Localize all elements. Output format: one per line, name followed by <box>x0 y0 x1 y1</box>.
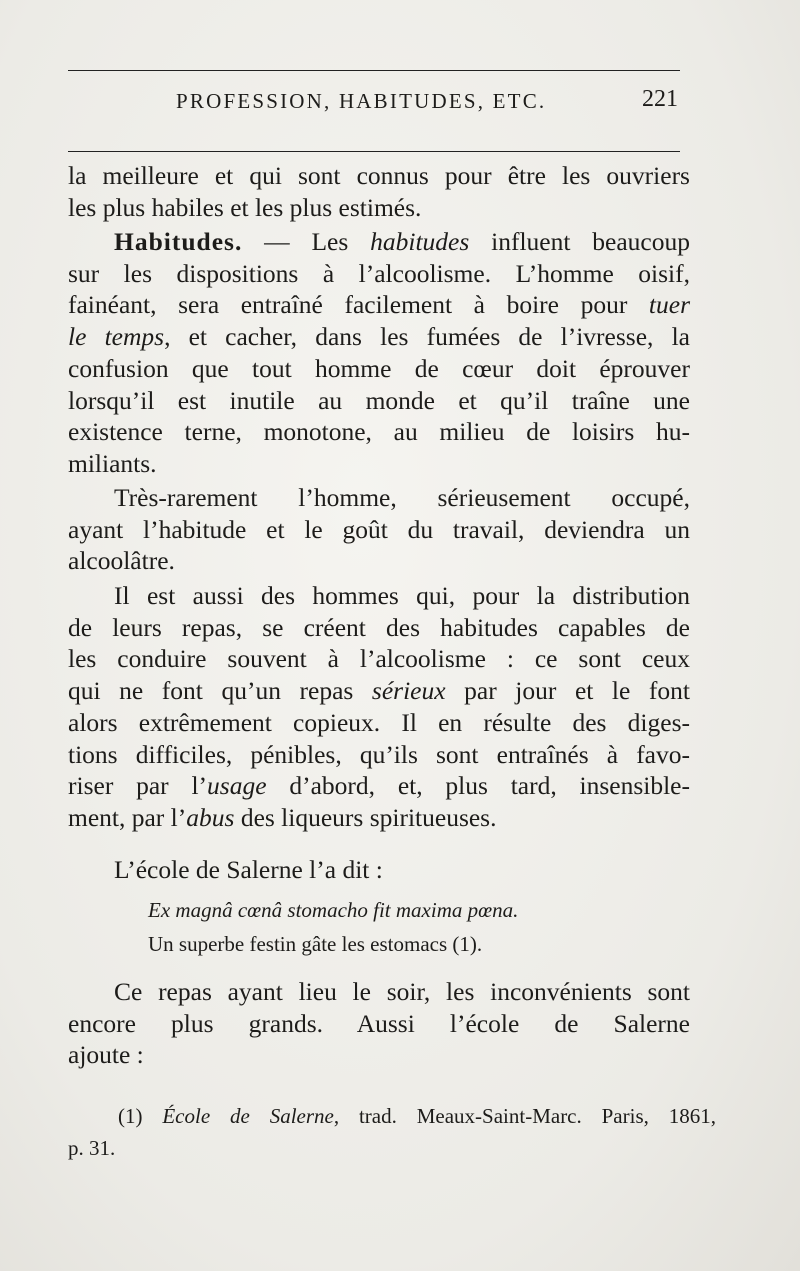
footnote-line: p. 31. <box>68 1136 116 1160</box>
header-bottom-rule <box>68 151 680 152</box>
text-line: alors extrêmement copieux. Il en résulte des diges- <box>68 707 690 737</box>
french-verse: Un superbe festin gâte les estomacs (1). <box>148 932 483 956</box>
header-top-rule <box>68 70 680 71</box>
text-line: encore plus grands. Aussi l’école de Salerne <box>68 1008 690 1038</box>
paragraph <box>68 976 690 1071</box>
text-line: riser par l’usage d’abord, et, plus tard, insensible- <box>68 771 690 801</box>
text-line: alcoolâtre. <box>68 546 175 576</box>
text-line: L’école de Salerne l’a dit : <box>114 855 383 884</box>
text-line: qui ne font qu’un repas sérieux par jour et le font <box>68 676 690 706</box>
paragraph-habitudes <box>68 226 690 480</box>
text-line: existence terne, monotone, au milieu de loisirs hu- <box>68 417 690 447</box>
paragraph <box>68 854 690 886</box>
section-heading: Habitudes. <box>114 227 243 256</box>
running-head: PROFESSION, HABITUDES, ETC. <box>176 89 547 113</box>
page-number: 221 <box>642 86 678 112</box>
text-line: confusion que tout homme de cœur doit éprouver <box>68 353 690 383</box>
footnote-line: (1) École de Salerne, trad. Meaux-Saint-Marc. Paris, 1861, <box>118 1104 716 1128</box>
text-line: les plus habiles et les plus estimés. <box>68 192 422 222</box>
text-line: la meilleure et qui sont connus pour être les ouvriers <box>68 161 690 190</box>
text-line: ment, par l’abus des liqueurs spiritueuses. <box>68 802 497 832</box>
text-line: ayant l’habitude et le goût du travail, deviendra un <box>68 514 690 544</box>
text-line: lorsqu’il est inutile au monde et qu’il traîne une <box>68 385 690 415</box>
page-header <box>68 86 680 126</box>
footnote <box>68 1100 716 1164</box>
paragraph <box>68 482 690 577</box>
text-line: le temps, et cacher, dans les fumées de l’ivresse, la <box>68 322 690 352</box>
text-line: ajoute : <box>68 1040 144 1070</box>
paragraph-continuation <box>68 160 690 223</box>
text-line: Habitudes. — Les habitudes influent beaucoup <box>114 227 690 256</box>
text-line: les conduire souvent à l’alcoolisme : ce sont ceux <box>68 644 690 674</box>
text-line: miliants. <box>68 448 157 478</box>
text-line: Ce repas ayant lieu le soir, les inconvénients sont <box>114 977 690 1006</box>
text-line: de leurs repas, se créent des habitudes capables de <box>68 612 690 642</box>
text-line: sur les dispositions à l’alcoolisme. L’homme oisif, <box>68 258 690 288</box>
text-line: Très-rarement l’homme, sérieusement occupé, <box>114 483 690 512</box>
latin-verse: Ex magnâ cœnâ stomacho fit maxima pœna. <box>148 898 519 922</box>
text-line: tions difficiles, pénibles, qu’ils sont entraînés à favo- <box>68 739 690 769</box>
text-line: fainéant, sera entraîné facilement à boire pour tuer <box>68 290 690 320</box>
paragraph <box>68 580 690 834</box>
text-line: Il est aussi des hommes qui, pour la distribution <box>114 581 690 610</box>
